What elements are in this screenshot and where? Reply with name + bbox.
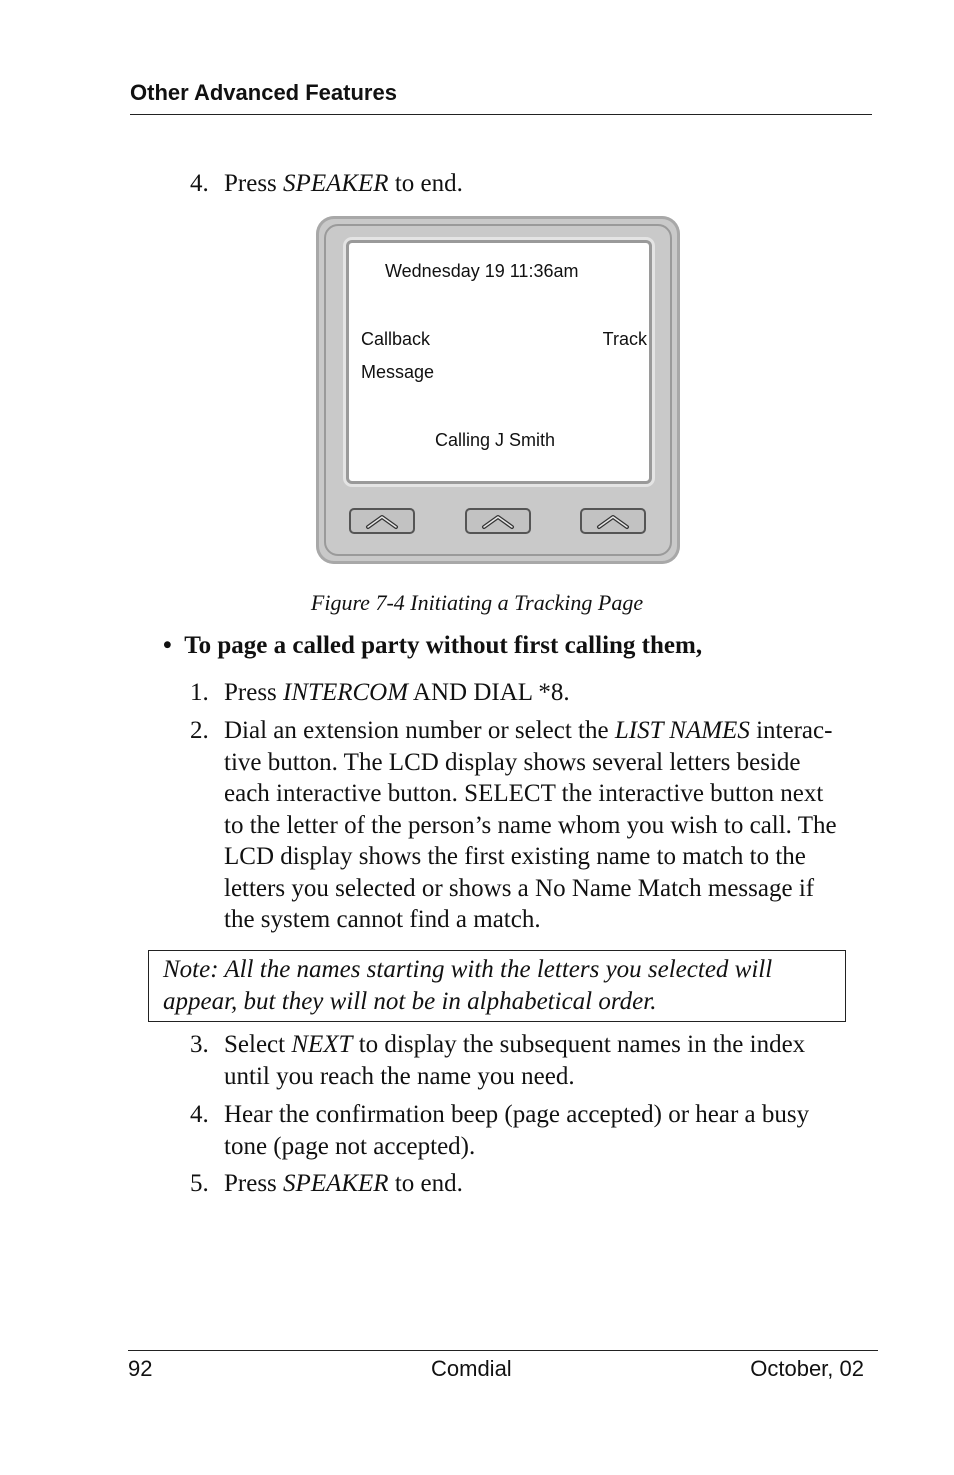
up-arrow-icon: [362, 512, 402, 530]
softkey-left: [349, 508, 415, 534]
step-text-pre: Press: [224, 1170, 284, 1197]
step-line: tive button. The LCD display shows several letters beside: [224, 748, 801, 776]
step-number: 3.: [190, 1031, 209, 1058]
up-arrow-icon: [478, 512, 518, 530]
step-number: 4.: [190, 170, 209, 197]
step-keyword: SPEAKER: [283, 1170, 389, 1197]
lcd-track: Track: [602, 329, 647, 349]
step-number: 2.: [190, 717, 209, 744]
note-line: appear, but they will not be in alphabetical order.: [163, 987, 657, 1015]
step-line: letters you selected or shows a No Name Match message if: [224, 874, 815, 902]
step-keyword: INTERCOM: [283, 679, 409, 706]
running-header: Other Advanced Features: [130, 80, 397, 105]
bullet-text: To page a called party without first calling them,: [184, 632, 703, 659]
step-line: each interactive button. SELECT the interactive button next: [224, 780, 824, 807]
note-line: Note: All the names starting with the letters you selected will: [163, 956, 773, 983]
step-text-post: AND DIAL *8.: [408, 679, 570, 706]
lcd-message: Message: [361, 362, 435, 382]
note-box: [148, 950, 846, 1022]
step-text-pre: Press: [224, 679, 284, 706]
step-2: [190, 715, 837, 936]
step-line: the system cannot find a match.: [224, 906, 541, 933]
step-text-pre: Press: [224, 170, 284, 197]
step-text-post: to end.: [388, 170, 463, 197]
step-line: tone (page not accepted).: [224, 1132, 476, 1160]
lcd-callback: Callback: [361, 329, 431, 349]
step-number: 5.: [190, 1170, 209, 1197]
step-line: LCD display shows the first existing name to match to the: [224, 843, 806, 870]
footer-publisher: Comdial: [431, 1356, 512, 1381]
step-5: [190, 1168, 463, 1200]
footer-rule: [128, 1350, 878, 1351]
step-keyword: LIST NAMES: [614, 717, 750, 744]
step-keyword: NEXT: [291, 1031, 353, 1058]
step-line: until you reach the name you need.: [224, 1062, 575, 1090]
step-line: to the letter of the person’s name whom you wish to call. The: [224, 811, 837, 839]
step-1: [190, 677, 570, 709]
footer-date: October, 02: [750, 1356, 864, 1381]
bullet-heading: [163, 632, 702, 660]
lcd-status: Calling J Smith: [435, 430, 556, 450]
figure-caption: Figure 7-4 Initiating a Tracking Page: [310, 590, 644, 615]
step-text-pre: Dial an extension number or select the: [224, 717, 615, 744]
lcd-date-time: Wednesday 19 11:36am: [385, 261, 579, 281]
step-number: 1.: [190, 679, 209, 706]
step-text: Hear the confirmation beep (page accepted) or hear a busy: [224, 1101, 810, 1128]
phone-display-figure: [316, 216, 680, 564]
step-text-post: to display the subsequent names in the index: [352, 1031, 806, 1058]
step-3: [190, 1029, 805, 1092]
step-4: [190, 1099, 809, 1162]
step-text-post: interac-: [749, 717, 833, 744]
softkey-center: [465, 508, 531, 534]
page-number: 92: [128, 1356, 153, 1381]
step-text-pre: Select: [224, 1031, 292, 1058]
lcd-screen: [346, 240, 652, 484]
header-rule: [130, 114, 872, 115]
up-arrow-icon: [593, 512, 633, 530]
bullet-mark: •: [163, 632, 172, 659]
step-number: 4.: [190, 1101, 209, 1128]
step-4-top: [190, 168, 463, 200]
softkey-right: [580, 508, 646, 534]
step-text-post: to end.: [388, 1170, 463, 1197]
step-keyword: SPEAKER: [283, 170, 389, 197]
